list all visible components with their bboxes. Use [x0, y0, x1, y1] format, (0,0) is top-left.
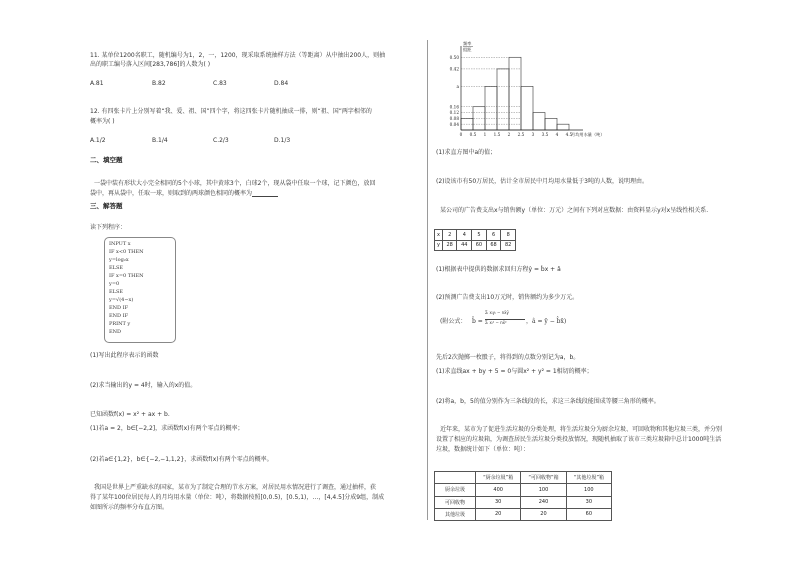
program-line: END IF	[109, 305, 129, 311]
y-tick-label: 0.08	[449, 115, 459, 121]
program-line: ELSE	[109, 289, 124, 295]
histogram-bar	[545, 118, 557, 130]
water-question-text-end: 如图所示的频率分布直方图。	[90, 504, 169, 511]
x-tick-label: 3	[531, 132, 535, 137]
q11-text-cont: 出的职工编号落入区间[283,786]的人数为( )	[90, 61, 211, 68]
ad-q1: (1)根据表中提供的数据求回归方程ŷ = b̂x + â	[436, 266, 561, 273]
histogram-bar	[533, 113, 545, 130]
q12-option-d: D.1/3	[274, 137, 291, 144]
program-line: INPUT x	[109, 241, 131, 247]
dice-q1: (1)求直线ax + by + 5 = 0与圆x² + y² = 1相切的概率；	[436, 368, 593, 375]
program-line: y=0	[109, 281, 120, 287]
q11-option-d: D.84	[274, 80, 289, 87]
garbage-question-text-cont: 设置了相应的垃圾箱，为调查居民生活垃圾分类投放情况，现随机抽取了该市三类垃圾箱中总计1000吨生活	[436, 436, 722, 443]
formula-numerator: Σᵢ xᵢyᵢ − nx̄ȳ	[485, 310, 509, 315]
table-cell: 厨余垃圾	[435, 484, 476, 496]
table-cell: 100	[521, 484, 566, 496]
x-tick-label: 0	[459, 132, 463, 137]
program-line: y=√(4−x)	[109, 297, 134, 303]
table-cell: 400	[476, 484, 521, 496]
formula-b-hat: b̂ =	[472, 318, 483, 325]
q12-option-c: C.2/3	[213, 137, 229, 144]
table-header-cell	[435, 472, 476, 484]
q11-option-a: A.81	[90, 80, 104, 87]
table-cell: x	[435, 230, 443, 241]
table-header-cell: “其他垃圾”箱	[566, 472, 611, 484]
table-cell: 44	[457, 240, 472, 251]
x-tick-label: 4	[555, 132, 559, 137]
program-box	[104, 237, 176, 343]
q12-option-b: B.1/4	[152, 137, 168, 144]
table-header-cell: “可回收物”箱	[521, 472, 566, 484]
q12-option-a: A.1/2	[90, 137, 106, 144]
table-cell: y	[435, 240, 443, 251]
function-q1: (1)若a = 2，b∈[−2,2]，求函数f(x)有两个零点的概率；	[90, 425, 244, 432]
table-cell: 68	[486, 240, 501, 251]
histogram-bar	[521, 86, 533, 130]
y-tick-label: 0.50	[449, 54, 459, 60]
y-tick-label: a	[456, 83, 459, 89]
dice-q2: (2)将a，b，5的值分别作为三条线段的长，求这三条线段能围成等腰三角形的概率。	[436, 398, 660, 405]
answer-blank	[252, 191, 278, 197]
table-cell: 28	[442, 240, 457, 251]
garbage-data-table	[434, 471, 612, 521]
table-cell: 60	[566, 508, 611, 520]
q11-text: 11. 某单位1200名职工，随机编号为1，2，一，1200，现采取系统抽样方法（等距离）从中抽出200人，则抽	[90, 52, 386, 59]
table-header-cell: “厨余垃圾”箱	[476, 472, 521, 484]
histogram-bar	[497, 69, 509, 130]
y-axis-label-bottom: 组距	[463, 47, 472, 52]
section-fill-heading: 二、填空题	[90, 156, 123, 164]
y-tick-label: 0.12	[449, 110, 459, 116]
program-q1: (1)写出此程序表示的函数	[90, 352, 159, 359]
table-cell: 60	[472, 240, 487, 251]
table-cell: 30	[566, 496, 611, 508]
table-cell: 8	[501, 230, 516, 241]
program-intro: 读下列程序：	[90, 224, 127, 231]
q12-text: 12. 有四张卡片上分别写着“我、爱、祖、国”四个字，将这四张卡片随机抽成一排，则“祖、国”两字相邻的	[90, 108, 372, 115]
table-cell: 可回收物	[435, 496, 476, 508]
x-tick-label: 3.5	[541, 132, 549, 137]
table-cell: 其他垃圾	[435, 508, 476, 520]
q12-text-cont: 概率为( )	[90, 118, 115, 125]
x-tick-label: 1.5	[493, 132, 501, 137]
table-row	[435, 496, 612, 508]
histogram-bar	[557, 124, 569, 130]
x-tick-label: 1	[483, 132, 487, 137]
y-axis-label-top: 频率	[463, 41, 472, 46]
histogram-chart	[433, 40, 608, 144]
program-line: IF x<0 THEN	[109, 249, 144, 255]
program-line: PRINT y	[109, 321, 131, 327]
program-line: IF x=0 THEN	[109, 273, 144, 279]
fill-question-line2: 袋中，再从袋中，任取一球，则取到的两球颜色相同的概率为	[90, 190, 253, 197]
program-line: y=log₂x	[109, 257, 129, 263]
q11-option-b: B.82	[152, 80, 166, 87]
table-header-row	[435, 472, 612, 484]
table-cell: 240	[521, 496, 566, 508]
formula-denominator: Σᵢ xᵢ² − nx̄²	[485, 320, 507, 325]
ad-question-text: 某公司的广告费支出x与销售额y（单位：万元）之间有下列对应数据：由资料显示y对x呈线性相关系.	[440, 207, 709, 214]
formula-a-hat: ，â = ȳ − b̂x̄)	[526, 318, 567, 325]
ad-data-table	[434, 229, 516, 251]
garbage-question-text: 近年来，某市为了促进生活垃圾的分类处理，将生活垃圾分为厨余垃圾、可回收物和其他垃圾三类，并分别	[440, 426, 723, 433]
y-tick-label: 0.04	[449, 121, 459, 127]
table-cell: 2	[442, 230, 457, 241]
y-tick-label: 0.16	[449, 104, 459, 110]
q11-option-c: C.83	[213, 80, 227, 87]
program-line: END	[109, 329, 122, 335]
fill-question-text-cont	[90, 190, 278, 197]
x-tick-label: 0.5	[469, 132, 477, 137]
table-cell: 100	[566, 484, 611, 496]
ad-q2: (2)预测广告费支出10万元时，销售额约为多少万元。	[436, 294, 579, 301]
histogram-bar	[485, 86, 497, 130]
function-q2: (2)若a∈{1,2}，b∈{−2,−1,1,2}，求函数f(x)有两个零点的概率。	[90, 456, 273, 463]
y-tick-label: 0.42	[449, 66, 459, 72]
x-axis-label: 月均用水量（吨）	[571, 132, 605, 137]
table-cell: 4	[457, 230, 472, 241]
table-row	[435, 484, 612, 496]
x-tick-label: 2	[507, 132, 511, 137]
table-cell: 30	[476, 496, 521, 508]
table-row	[435, 230, 516, 241]
histogram-q2: (2)设该市有50万居民，估计全市居民中月均用水量低于3吨的人数，说明理由。	[436, 178, 648, 185]
fill-question-text: 一袋中装有形状大小完全相同的5个小球，其中黄球3个，白球2个，现从袋中任取一个球，记下颜色，放回	[94, 180, 376, 187]
x-tick-label: 4.5	[565, 132, 573, 137]
program-q2: (2)求当输出的y = 4时，输入的x的值。	[90, 382, 197, 389]
table-row	[435, 240, 516, 251]
water-question-text: 我国是世界上严重缺水的国家，某市为了制定合理的节水方案，对居民用水情况进行了调查，通过抽样，获	[94, 484, 377, 491]
water-question-text-cont: 得了某年100位居民每人的月均用水量（单位：吨），将数据按照[0,0.5)，[0.5,1)，…，[4,4.5]分成9组，制成	[90, 494, 385, 501]
program-line: ELSE	[109, 265, 124, 271]
program-line: END IF	[109, 313, 129, 319]
table-cell: 20	[521, 508, 566, 520]
garbage-question-text-end: 垃圾，数据统计如下（单位：吨）：	[436, 446, 530, 453]
section-answer-heading: 三、解答题	[90, 202, 123, 210]
table-cell: 82	[501, 240, 516, 251]
histogram-bar	[509, 57, 521, 130]
table-cell: 20	[476, 508, 521, 520]
table-row	[435, 508, 612, 520]
histogram-q1: (1)求直方图中a的值；	[436, 149, 497, 156]
dice-question-text: 先后2次抛掷一枚骰子，将得到的点数分别记为a，b。	[436, 354, 580, 361]
table-cell: 5	[472, 230, 487, 241]
formula-label: (附公式：	[440, 318, 467, 325]
table-cell: 6	[486, 230, 501, 241]
column-divider	[427, 40, 428, 520]
x-tick-label: 2.5	[517, 132, 525, 137]
function-intro: 已知函数f(x) = x² + ax + b.	[90, 411, 170, 418]
